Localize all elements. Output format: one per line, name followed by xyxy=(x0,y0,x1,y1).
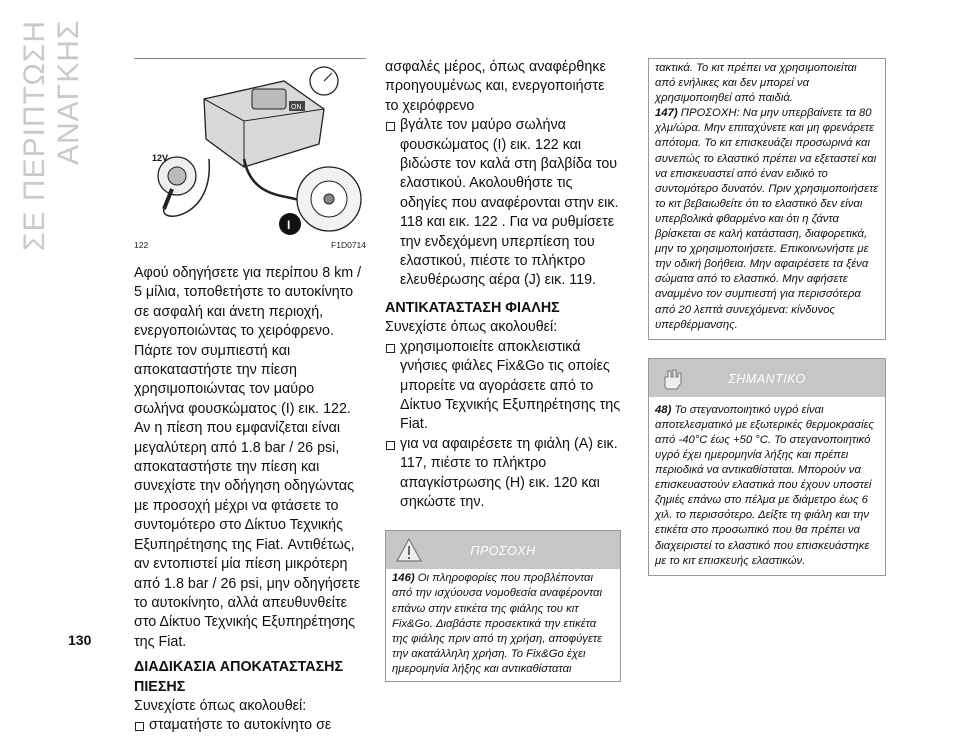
paragraph: Συνεχίστε όπως ακολουθεί: xyxy=(134,697,307,714)
figure-code: F1D0714 xyxy=(331,240,366,250)
note-title: ΠΡΟΣΟΧΗ xyxy=(470,544,536,559)
figure-caption xyxy=(134,240,366,250)
checkbox-bullet-icon xyxy=(386,122,395,131)
paragraph: Αφού οδηγήσετε για περίπου 8 km / 5 μίλια, τοποθετήστε το αυτοκίνητο σε ασφαλή και άνετη περιοχή, ενεργοποιώντας το χειρόφρενο. Πάρτε τον συμπιεστή και αποκαταστήστε την πίεση χρησιμοποιώντας τον μαύρο σωλήνα φουσκώματος (I) εικ. 122. xyxy=(134,265,362,417)
warning-note-box xyxy=(385,530,621,682)
figure-number: 122 xyxy=(134,240,149,250)
compressor-illustration xyxy=(134,59,366,237)
note-text: 48) Το στεγανοποιητικό υγρό είναι αποτελεσματικό με εξωτερικές θερμοκρασίες από -40°C έως +50 °C. Το στεγανοποιητικό υγρό έχει ημερομηνία λήξης και πρέπει περιοδικά να αντικαθίσταται. Μπορούν να επισκευαστούν ελαστικά που έχουν υποστεί ζημιές επάνω στο πέλμα με διάμετρο έως 6 χιλ. το περισσότερο. Δείξτε τη φιάλη και την ετικέτα στο προσωπικό που θα πρέπει να διαχειριστεί το ελαστικό που επισκευάστηκε με το κιτ επισκευής ελαστικών. xyxy=(655,403,874,567)
list-item: σταματήστε το αυτοκίνητο σε xyxy=(134,716,366,735)
warning-note-continued xyxy=(648,58,886,340)
paragraph: Αν η πίεση που εμφανίζεται είναι μεγαλύτερη από 1.8 bar / 26 psi, αποκαταστήστε την πίεση και συνεχίστε την οδήγηση οδηγώντας με προσοχή μέχρι να φτάσετε το συντομότερο στο Δίκτυο Τεχνικής Εξυπηρέτησης της Fiat. Αντιθέτως, αν εντοπιστεί μία πίεση μικρότερη από 1.8 bar / 26 psi, μην οδηγήσετε το αυτοκίνητο, αλλά απευθυνθείτε στο Δίκτυο Τεχνικής Εξυπηρέτησης της Fiat. xyxy=(134,420,361,650)
column-1 xyxy=(134,58,366,736)
page-number: 130 xyxy=(68,632,92,648)
important-note-header xyxy=(649,359,885,397)
note-text: 146) Οι πληροφορίες που προβλέπονται από την ισχύουσα νομοθεσία αναφέρονται επάνω στην ετικέτα της φιάλης του κιτ Fix&Go. Διαβάστε προσεκτικά την ετικέτα της φιάλης πριν από τη χρήση, αποφύγετε την ακατάλληλη χρήση. Το Fix&Go έχει ημερομηνία λήξης και αντικαθίσταται xyxy=(392,572,603,675)
checkbox-bullet-icon xyxy=(386,441,395,450)
column-2 xyxy=(385,58,621,682)
section-heading: ΑΝΤΙΚΑΤΑΣΤΑΣΗ ΦΙΑΛΗΣ xyxy=(385,299,560,316)
section-heading: ΔΙΑΔΙΚΑΣΙΑ ΑΠΟΚΑΤΑΣΤΑΣΗΣ ΠΙΕΣΗΣ xyxy=(134,659,344,695)
marker-i: I xyxy=(287,218,291,232)
warning-note-header xyxy=(386,531,620,569)
important-note-box xyxy=(648,358,886,576)
list-item: χρησιμοποιείτε αποκλειστικά γνήσιες φιάλες Fix&Go τις οποίες μπορείτε να αγοράσετε από το Δίκτυο Τεχνικής Εξυπηρέτησης της Fiat. xyxy=(385,338,621,435)
on-label: ON xyxy=(291,104,302,111)
list-item: για να αφαιρέσετε τη φιάλη (A) εικ. 117, πιέστε το πλήκτρο απαγκίστρωσης (H) εικ. 120 και σηκώστε την. xyxy=(385,435,621,513)
checkbox-bullet-icon xyxy=(386,344,395,353)
note-text: τακτικά. Το κιτ πρέπει να χρησιμοποιείται από ενήλικες και δεν μπορεί να χρησιμοποιηθεί από παιδιά. 147) ΠΡΟΣΟΧΗ: Να μην υπερβαίνετε τα 80 χλμ/ώρα. Μην επιταχύνετε και μη φρενάρετε απότομα. Το κιτ επισκευάζει προσωρινά και συνεπώς το ελαστικό πρέπει να εξεταστεί και να επισκευαστεί από έναν ειδικό το συντομότερο δυνατόν. Πριν χρησιμοποιήσετε το κιτ βεβαιωθείτε ότι το ελαστικό δεν είναι υπερβολικά φθαρμένο και ότι η ζάντα βρίσκεται σε καλή κατάσταση, διαφορετικά, μην το χρησιμοποιήσετε. Επικοινωνήστε με την οδική βοήθεια. Μην αφαιρέσετε τα ξένα σώματα από το ελαστικό. Μην αφήσετε αναμμένο τον συμπιεστή για περισσότερα από 20 λεπτά συνεχόμενα: κίνδυνος υπερθέρμανσης. xyxy=(655,62,879,331)
paragraph: ασφαλές μέρος, όπως αναφέρθηκε προηγουμένως και, ενεργοποιήστε το χειρόφρενο xyxy=(385,59,606,114)
note-title: ΣΗΜΑΝΤΙΚΟ xyxy=(728,371,806,386)
figure-122 xyxy=(134,58,366,237)
paragraph: Συνεχίστε όπως ακολουθεί: xyxy=(385,319,558,336)
12v-label: 12V xyxy=(152,153,169,163)
column-3 xyxy=(648,58,886,576)
list-item: βγάλτε τον μαύρο σωλήνα φουσκώματος (I) εικ. 122 και βιδώστε τον καλά στη βαλβίδα του ελαστικού. Ακολουθήστε τις οδηγίες που αναφέρονται στην εικ. 118 και εικ. 122 . Για να ρυθμίσετε την ενδεχόμενη υπερπίεση του ελαστικού, πιέστε το πλήκτρο ελευθέρωσης αέρα (J) εικ. 119. xyxy=(385,116,621,291)
section-side-label: ΣΕ ΠΕΡΙΠΤΩΣΗ ΑΝΑΓΚΗΣ xyxy=(18,20,85,251)
checkbox-bullet-icon xyxy=(135,722,144,731)
